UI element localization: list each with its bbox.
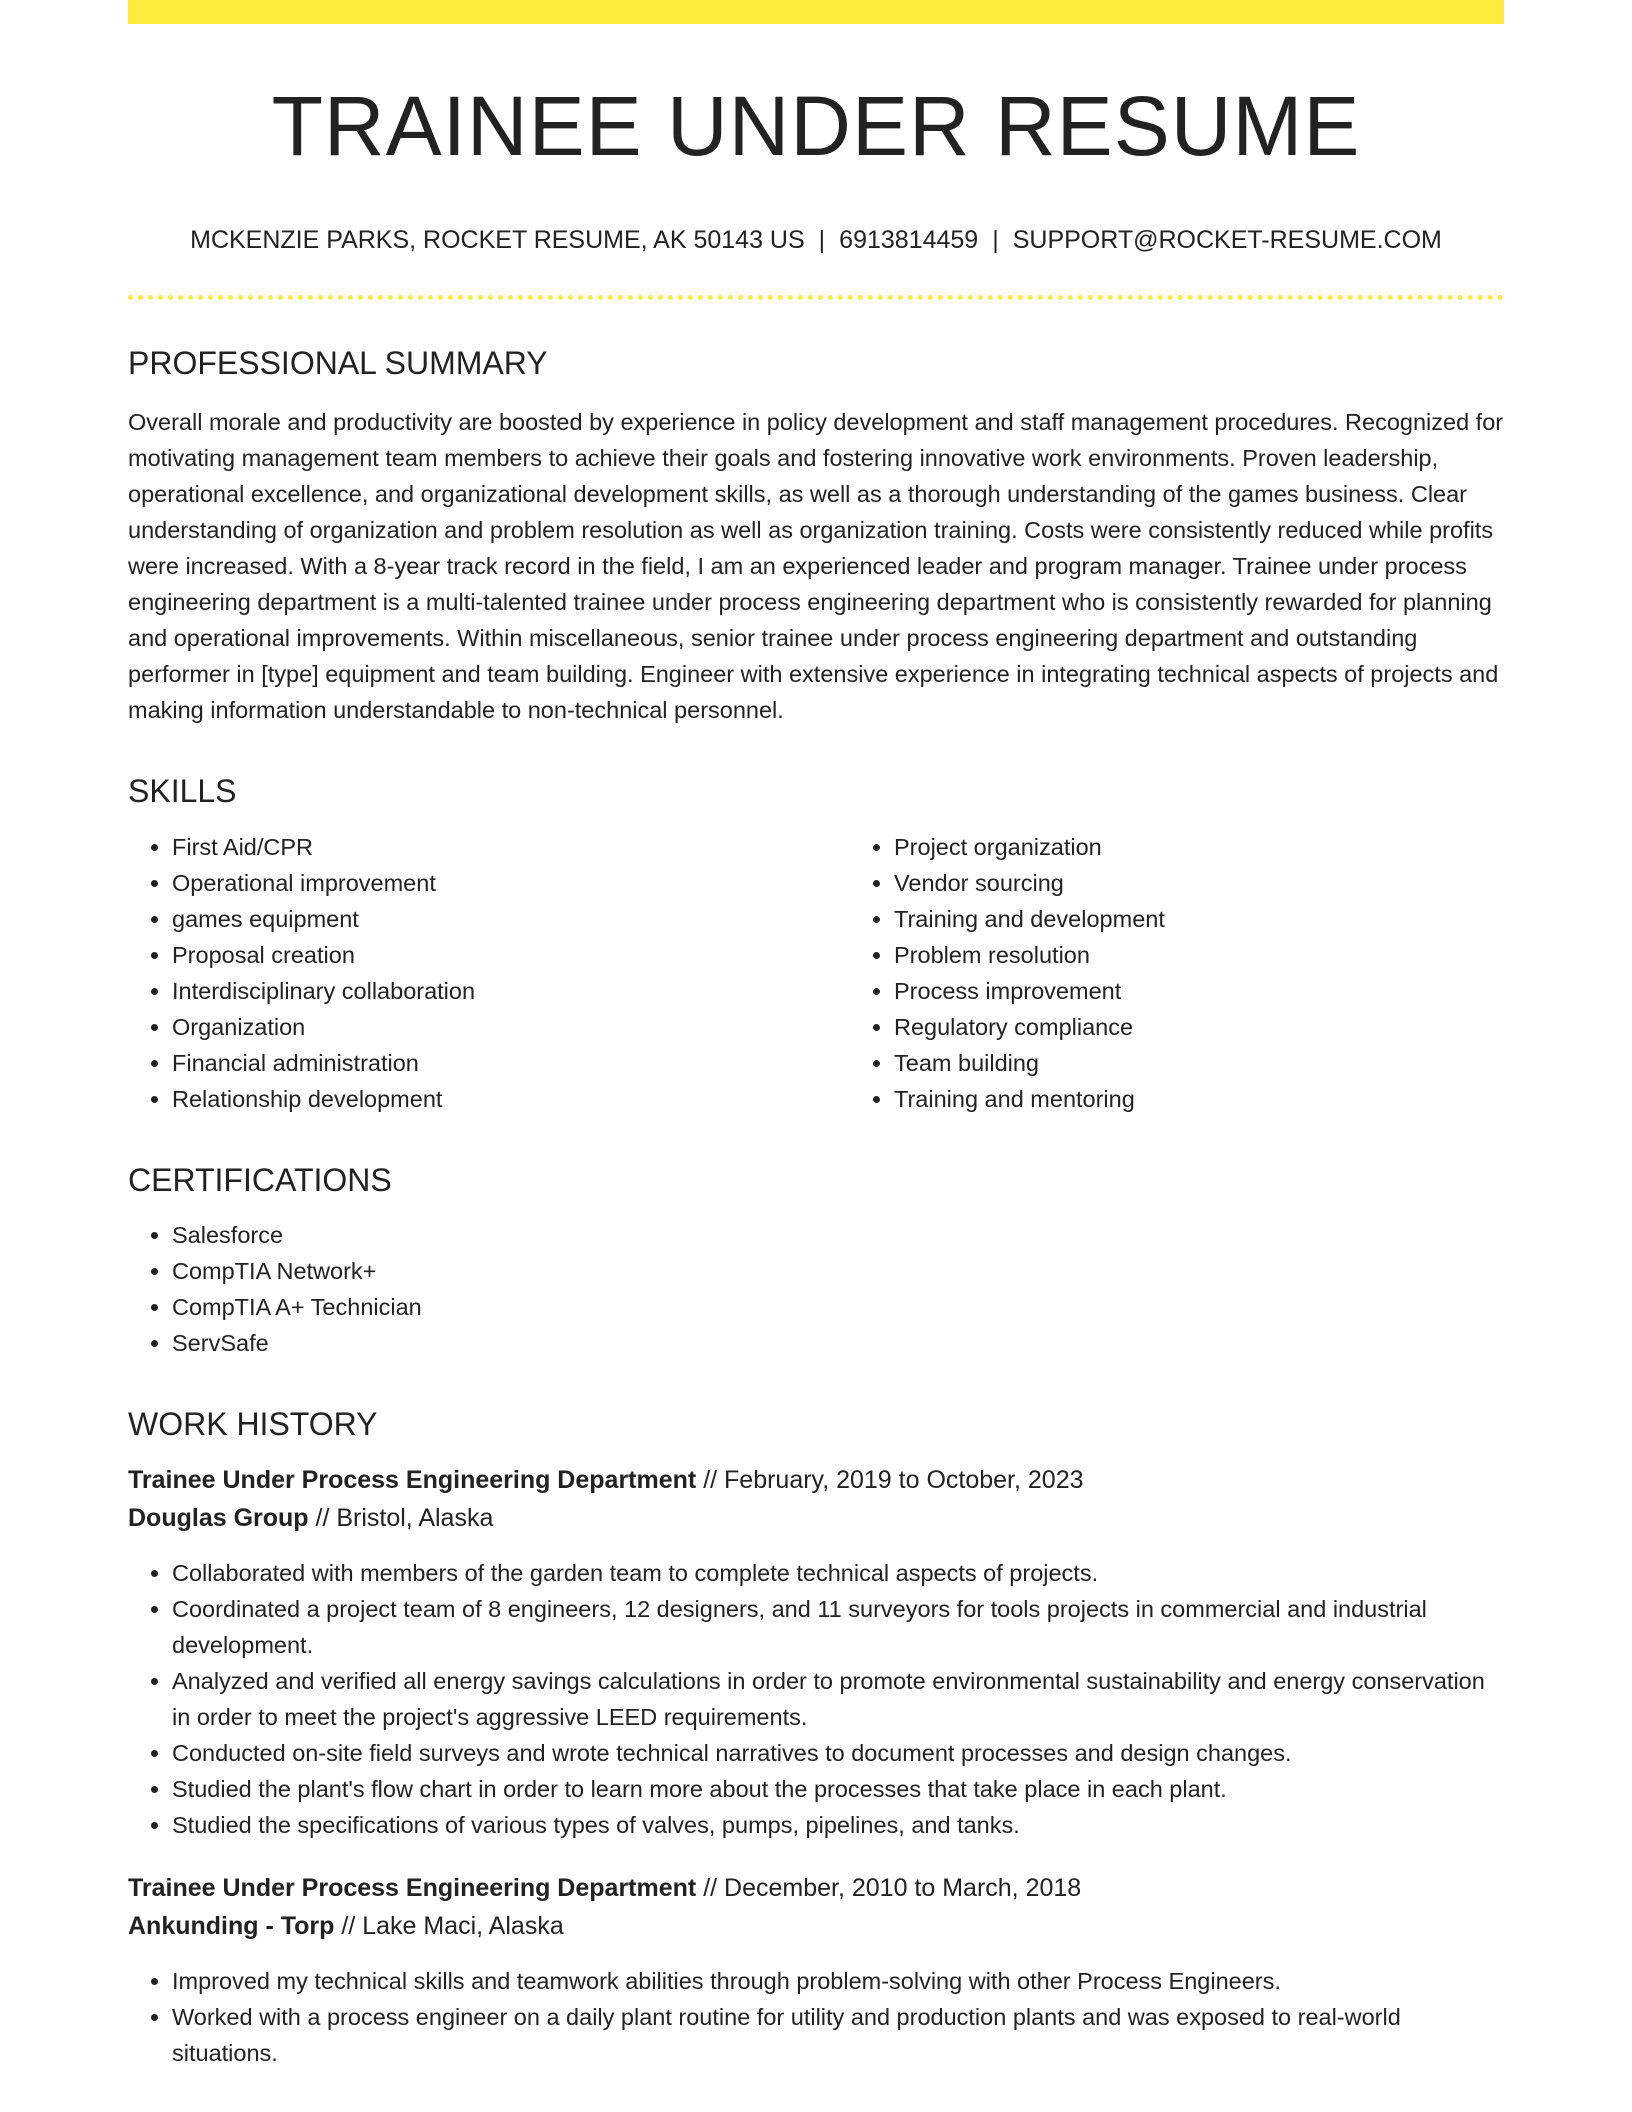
job-duties-list — [128, 1555, 1504, 1843]
job-dates: // February, 2019 to October, 2023 — [703, 1466, 1084, 1495]
job-duties-list — [128, 1963, 1504, 2071]
job-duty: • Coordinated a project team of 8 engineers, 12 designers, and 11 surveyors for tools projects in commercial and industrial development. — [172, 1591, 1504, 1663]
job-duty: • Studied the specifications of various types of valves, pumps, pipelines, and tanks. — [172, 1807, 1504, 1843]
job-role: Trainee Under Process Engineering Department — [128, 1874, 697, 1903]
skill-item: • games equipment — [172, 901, 850, 937]
job-role: Trainee Under Process Engineering Department — [128, 1466, 697, 1495]
section-title-skills: SKILLS — [128, 773, 237, 810]
certification-item: • CompTIA Network+ — [172, 1253, 1504, 1289]
contact-address: MCKENZIE PARKS, ROCKET RESUME, AK 50143 US — [190, 226, 805, 255]
job-entry — [128, 1461, 1504, 1843]
skill-item: • Project organization — [894, 829, 1572, 865]
resume-title: TRAINEE UNDER RESUME — [271, 79, 1361, 173]
job-role-line — [128, 1461, 1504, 1499]
skill-item: • Training and mentoring — [894, 1081, 1572, 1117]
job-dates: // December, 2010 to March, 2018 — [703, 1874, 1082, 1903]
certification-item: • Salesforce — [172, 1217, 1504, 1253]
job-company: Ankunding - Torp — [128, 1912, 335, 1941]
job-duty: • Collaborated with members of the garden team to complete technical aspects of projects. — [172, 1555, 1504, 1591]
contact-email: SUPPORT@ROCKET-RESUME.COM — [1012, 226, 1442, 255]
job-entry — [128, 1869, 1504, 2071]
skill-item: • Training and development — [894, 901, 1572, 937]
job-company-line — [128, 1907, 1504, 1945]
skill-item: • Team building — [894, 1045, 1572, 1081]
accent-top-bar — [128, 0, 1504, 24]
section-title-work-history: WORK HISTORY — [128, 1406, 378, 1443]
summary-text: Overall morale and productivity are boosted by experience in policy development and staff management procedures. Recognized for motivating management team members to achieve their goals and fostering innovative work environments. Proven leadership, operational excellence, and organizational development skills, as well as a thorough understanding of the games business. Clear understanding of organization and problem resolution as well as organization training. Costs were consistently reduced while profits were increased. With a 8-year track record in the field, I am an experienced leader and program manager. Trainee under process engineering department is a multi-talented trainee under process engineering department who is consistently rewarded for planning and operational improvements. Within miscellaneous, senior trainee under process engineering department and outstanding performer in [type] equipment and team building. Engineer with extensive experience in integrating technical aspects of projects and making information understandable to non-technical personnel. — [128, 409, 1504, 724]
job-duty: • Improved my technical skills and teamwork abilities through problem-solving with other Process Engineers. — [172, 1963, 1504, 1999]
contact-separator: | — [818, 226, 826, 255]
skill-item: • Operational improvement — [172, 865, 850, 901]
contact-line — [128, 224, 1504, 257]
skill-item: • Vendor sourcing — [894, 865, 1572, 901]
job-location: // Bristol, Alaska — [315, 1504, 494, 1533]
skills-list-right — [850, 829, 1572, 1117]
contact-separator: | — [992, 226, 999, 255]
job-duty: • Conducted on-site field surveys and wrote technical narratives to document processes and design changes. — [172, 1735, 1504, 1771]
section-title-summary: PROFESSIONAL SUMMARY — [128, 344, 548, 381]
dotted-divider — [128, 295, 1504, 300]
job-role-line — [128, 1869, 1504, 1907]
skills-list-left — [128, 829, 850, 1117]
skill-item: • Interdisciplinary collaboration — [172, 973, 850, 1009]
contact-phone: 6913814459 — [839, 226, 979, 255]
job-company-line — [128, 1499, 1504, 1537]
job-duty: • Worked with a process engineer on a daily plant routine for utility and production plants and was exposed to real-world situations. — [172, 1999, 1504, 2071]
skill-item: • Relationship development — [172, 1081, 850, 1117]
job-company: Douglas Group — [128, 1504, 309, 1533]
skill-item: • Problem resolution — [894, 937, 1572, 973]
certifications-list — [128, 1217, 1504, 1361]
skill-item: • First Aid/CPR — [172, 829, 850, 865]
job-location: // Lake Maci, Alaska — [341, 1912, 564, 1941]
job-duty: • Analyzed and verified all energy savings calculations in order to promote environmental sustainability and energy conservation in order to meet the project's aggressive LEED requirements. — [172, 1663, 1504, 1735]
skill-item: • Organization — [172, 1009, 850, 1045]
certification-item: • CompTIA A+ Technician — [172, 1289, 1504, 1325]
skills-grid — [128, 811, 1504, 1117]
resume-content — [128, 24, 1504, 2071]
skill-item: • Regulatory compliance — [894, 1009, 1572, 1045]
section-title-certifications: CERTIFICATIONS — [128, 1161, 392, 1198]
skill-item: • Proposal creation — [172, 937, 850, 973]
job-duty: • Studied the plant's flow chart in order to learn more about the processes that take place in each plant. — [172, 1771, 1504, 1807]
skill-item: • Process improvement — [894, 973, 1572, 1009]
skill-item: • Financial administration — [172, 1045, 850, 1081]
certification-item: • ServSafe — [172, 1325, 1504, 1361]
